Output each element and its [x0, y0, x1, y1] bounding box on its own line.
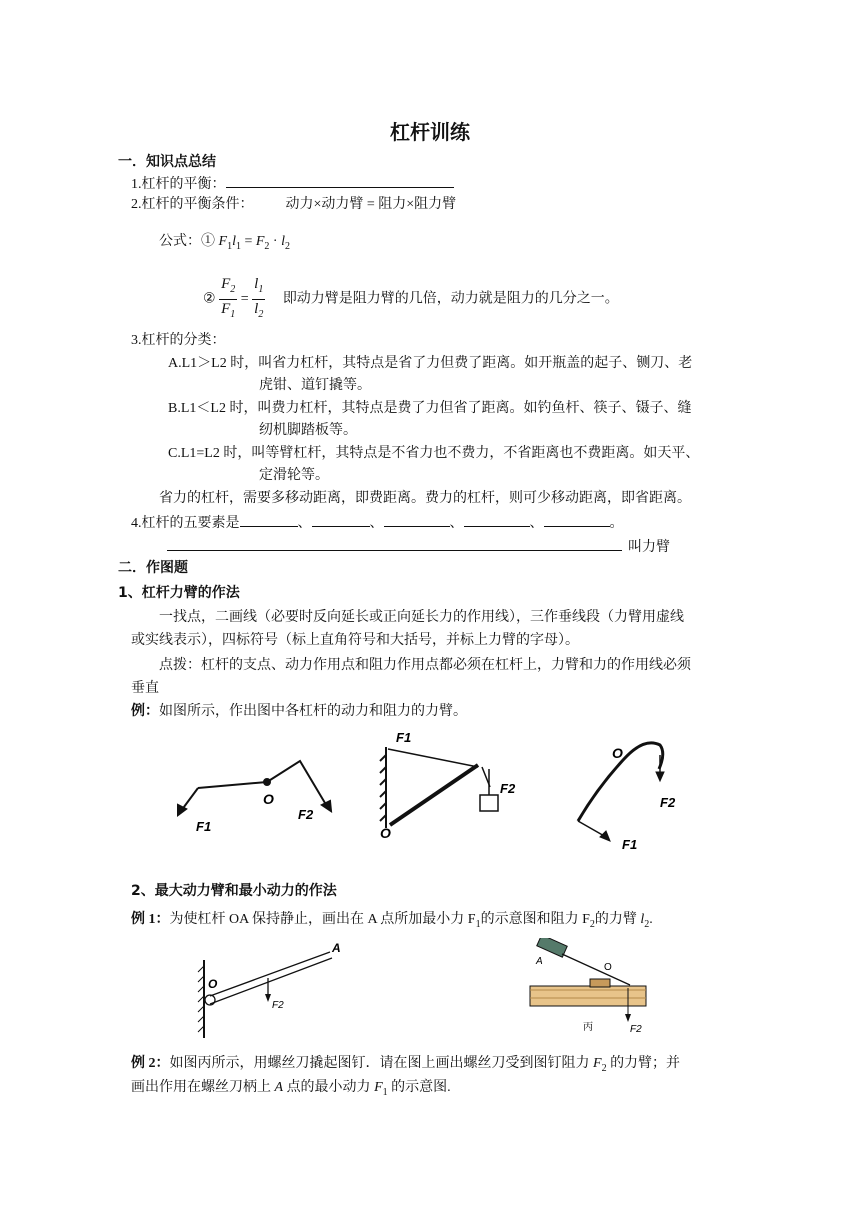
example1-prompt: 例 1：为使杠杆 OA 保持静止，画出在 A 点所加最小力 $F_1$的示意图和阻力 $F_2$的力臂 $l_2$. [131, 912, 653, 930]
item4-label: 4.杠杆的五要素是 [131, 516, 240, 531]
ex1-o-label: O [208, 977, 218, 991]
ex2-a-label: A [536, 956, 543, 967]
ex1-f2-label: F2 [272, 1000, 284, 1011]
lever-figures-row [160, 725, 700, 855]
lever3-f2-label: F2 [660, 795, 676, 810]
class-c-line1: C.L1=L2 时，叫等臂杠杆，其特点是不省力也不费力，不省距离也不费距离。如天平、 [168, 446, 700, 461]
formula-circle2: ② [203, 291, 216, 307]
lever2-pivot-label: O [380, 825, 391, 841]
figure-bing-label: 丙 [583, 1022, 593, 1033]
example1-label: 例 1： [131, 912, 170, 927]
fraction-arm: $\frac{l_1}{l_2}$ [254, 276, 264, 320]
lever1-f2-label: F2 [298, 807, 314, 822]
lever2-f1-label: F1 [396, 730, 412, 745]
example-label: 例： [131, 704, 159, 719]
section1-heading: 一．知识点总结 [118, 154, 216, 170]
lever3-f1-label: F1 [622, 837, 638, 852]
formula-1: 公式：① $F_1l_1 = F_2 \cdot l_2$ [159, 234, 290, 252]
hint-line1: 点拨：杠杆的支点、动力作用点和阻力作用点都必须在杠杆上，力臂和力的作用线必须 [159, 658, 691, 673]
class-b-line1: B.L1＜L2 时，叫费力杠杆，其特点是费了力但省了距离。如钓鱼杆、筷子、镊子、缝 [168, 401, 692, 416]
item2-text: 动力×动力臂 = 阻力×阻力臂 [285, 197, 457, 212]
item1-label: 1.杠杆的平衡： [131, 177, 226, 192]
hint-line2: 垂直 [131, 681, 159, 696]
ex1-a-label: A [332, 941, 341, 955]
fill-blank [226, 173, 454, 188]
section2-heading: 二．作图题 [118, 560, 188, 576]
class-a-line2: 虎钳、道钉撬等。 [259, 378, 371, 393]
example2-label: 例 2： [131, 1056, 170, 1071]
arm-definition [167, 536, 670, 558]
ex2-o-label: O [604, 962, 612, 973]
method-line2: 或实线表示），四标符号（标上直角符号和大括号，并标上力臂的字母）。 [131, 633, 579, 648]
item2-label: 2.杠杆的平衡条件： [131, 197, 254, 212]
summary-text: 省力的杠杆，需要多移动距离，即费距离。费力的杠杆，则可少移动距离，即省距离。 [159, 491, 691, 506]
screwdriver-board-figure [530, 938, 646, 1022]
item1-balance [131, 173, 454, 195]
example2-line2: 画出作用在螺丝刀柄上 A 点的最小动力 $F_1$ 的示意图. [131, 1080, 451, 1098]
subheading-max-arm: 2、最大动力臂和最小动力的作法 [131, 883, 337, 899]
method-line1: 一找点，二画线（必要时反向延长或正向延长力的作用线），三作垂线段（力臂用虚线 [159, 610, 684, 625]
example-text: 如图所示，作出图中各杠杆的动力和阻力的力臂。 [159, 704, 467, 719]
lever1-pivot-label: O [263, 791, 274, 807]
item2-condition [131, 195, 456, 215]
ex2-f2-label: F2 [630, 1024, 642, 1035]
arm-suffix: 叫力臂 [628, 540, 670, 555]
example-prompt [131, 702, 467, 722]
formula-2: ② $\frac{F_2}{F_1}$ = $\frac{l_1}{l_2}$ 即动力臂是阻力臂的几倍，动力就是阻力的几分之一。 [203, 275, 619, 324]
class-c-line2: 定滑轮等。 [259, 468, 329, 483]
page-title: 杠杆训练 [390, 120, 470, 144]
subheading-arm-method: 1、杠杆力臂的作法 [118, 585, 240, 601]
item3-classification: 3.杠杆的分类： [131, 333, 226, 348]
wall-rod-figure [380, 747, 498, 828]
wall-rod-oa-figure [198, 952, 332, 1038]
formula-note: 即动力臂是阻力臂的几倍，动力就是阻力的几分之一。 [282, 291, 619, 307]
lever1-f1-label: F1 [196, 819, 212, 834]
class-a-line1: A.L1＞L2 时，叫省力杠杆，其特点是省了力但费了距离。如开瓶盖的起子、铡刀、老 [168, 356, 693, 371]
fill-blank-long [167, 536, 622, 551]
formula-label: 公式：① [159, 234, 215, 249]
lever2-f2-label: F2 [500, 781, 516, 796]
fraction-force: $\frac{F_2}{F_1}$ [221, 276, 236, 320]
example2-line1: 例 2：如图丙所示，用螺丝刀撬起图钉．请在图上画出螺丝刀受到图钉阻力 $F_2$ 的力臂；并 [131, 1056, 681, 1074]
example1-figures-row [190, 938, 660, 1050]
class-b-line2: 纫机脚踏板等。 [259, 423, 357, 438]
lever3-pivot-label: O [612, 745, 623, 761]
item4-elements: 4.杠杆的五要素是 、 、 、 、 。 [131, 512, 624, 534]
